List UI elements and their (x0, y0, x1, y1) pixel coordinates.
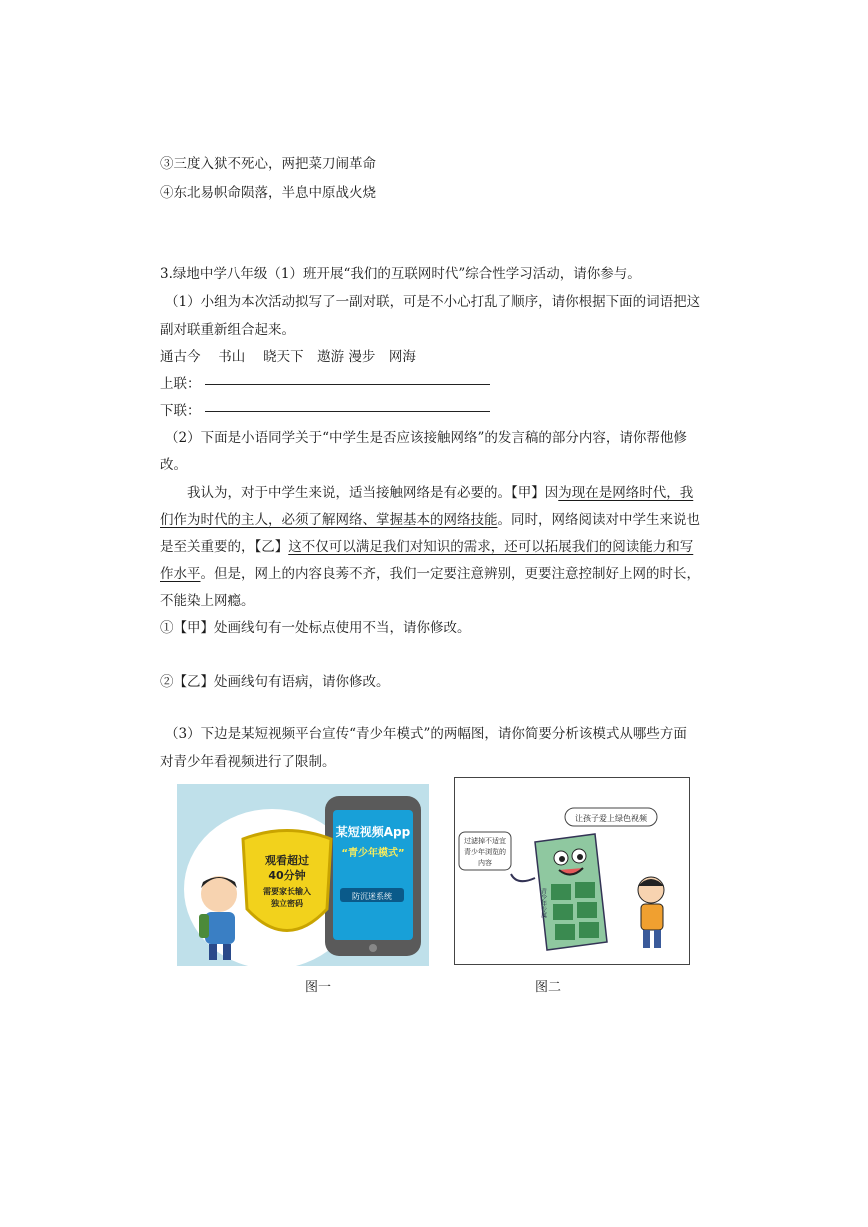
upper-couplet-row (160, 372, 490, 392)
anti-addiction-button: 防沉迷系统 (352, 892, 392, 901)
speech-para-line4 (160, 562, 700, 582)
phone-mode: “青少年模式” (341, 848, 405, 859)
speech-para-line1 (187, 481, 693, 501)
speech-para-line3 (160, 535, 693, 555)
figure-1-illustration (177, 784, 429, 966)
q3-part1-line2: 副对联重新组合起来。 (160, 322, 295, 338)
phone-title: 某短视频App (335, 825, 411, 839)
option-4: ④东北易帜命陨落，半息中原战火烧 (160, 185, 376, 201)
figure-2-illustration (455, 778, 689, 964)
figure-1 (177, 784, 429, 966)
speech-text: 我认为，对于中学生来说，适当接触网络是有必要的。【甲】因 (187, 485, 559, 501)
underlined-sentence-yi-cont: 作水平 (160, 566, 201, 582)
figure-1-caption: 图一 (305, 980, 332, 995)
upper-couplet-label: 上联： (160, 376, 201, 392)
shield-line-1: 观看超过 (265, 854, 309, 867)
q3-intro: 3.绿地中学八年级（1）班开展“我们的互联网时代”综合性学习活动，请你参与。 (160, 266, 641, 282)
bubble-top-text: 让孩子爱上绿色视频 (575, 814, 647, 823)
underlined-sentence-jia-cont: 们作为时代的主人，必须了解网络、掌握基本的网络技能 (160, 512, 498, 528)
option-3: ③三度入狱不死心，两把菜刀闹革命 (160, 156, 376, 172)
speech-text: 是至关重要的，【乙】 (160, 539, 289, 555)
q3-part2-line2: 改。 (160, 457, 187, 473)
sub-question-2: ②【乙】处画线句有语病，请你修改。 (160, 674, 390, 690)
figure-2-caption: 图二 (535, 980, 562, 995)
bubble-left-line-2: 青少年浏览的 (464, 848, 506, 856)
speech-para-line5: 不能染上网瘾。 (160, 593, 255, 609)
sub-question-1: ①【甲】处画线句有一处标点使用不当，请你修改。 (160, 620, 471, 636)
bubble-left-line-3: 内容 (478, 859, 492, 867)
speech-text: 。同时，网络阅读对中学生来说也 (497, 512, 700, 528)
lower-couplet-label: 下联： (160, 403, 201, 419)
q3-part1-line1: （1）小组为本次活动拟写了一副对联，可是不小心打乱了顺序，请你根据下面的词语把这 (165, 294, 701, 310)
q3-part3-line2: 对青少年看视频进行了限制。 (160, 754, 336, 770)
q3-word-bank: 通古今 书山 晓天下 遨游 漫步 网海 (160, 349, 416, 365)
figure-2 (454, 777, 690, 965)
speech-text: 。但是，网上的内容良莠不齐，我们一定要注意辨别，更要注意控制好上网的时长， (200, 566, 700, 582)
phone-side-label: 青少年专属 (539, 888, 547, 918)
underlined-sentence-jia: 为现在是网络时代，我 (558, 485, 694, 501)
shield-line-2: 40分钟 (268, 869, 306, 882)
speech-para-line2 (160, 508, 700, 528)
shield-line-3: 需要家长输入 (263, 887, 311, 896)
q3-part3-line1: （3）下边是某短视频平台宣传“青少年模式”的两幅图，请你简要分析该模式从哪些方面 (165, 726, 687, 742)
lower-couplet-row (160, 399, 490, 419)
lower-couplet-blank[interactable] (205, 411, 490, 412)
bubble-left-line-1: 过滤掉不适宜 (464, 837, 506, 845)
upper-couplet-blank[interactable] (205, 384, 490, 385)
q3-part2-line1: （2）下面是小语同学关于“中学生是否应该接触网络”的发言稿的部分内容，请你帮他修 (165, 430, 687, 446)
underlined-sentence-yi: 这不仅可以满足我们对知识的需求，还可以拓展我们的阅读能力和写 (288, 539, 694, 555)
shield-line-4: 独立密码 (271, 899, 303, 908)
